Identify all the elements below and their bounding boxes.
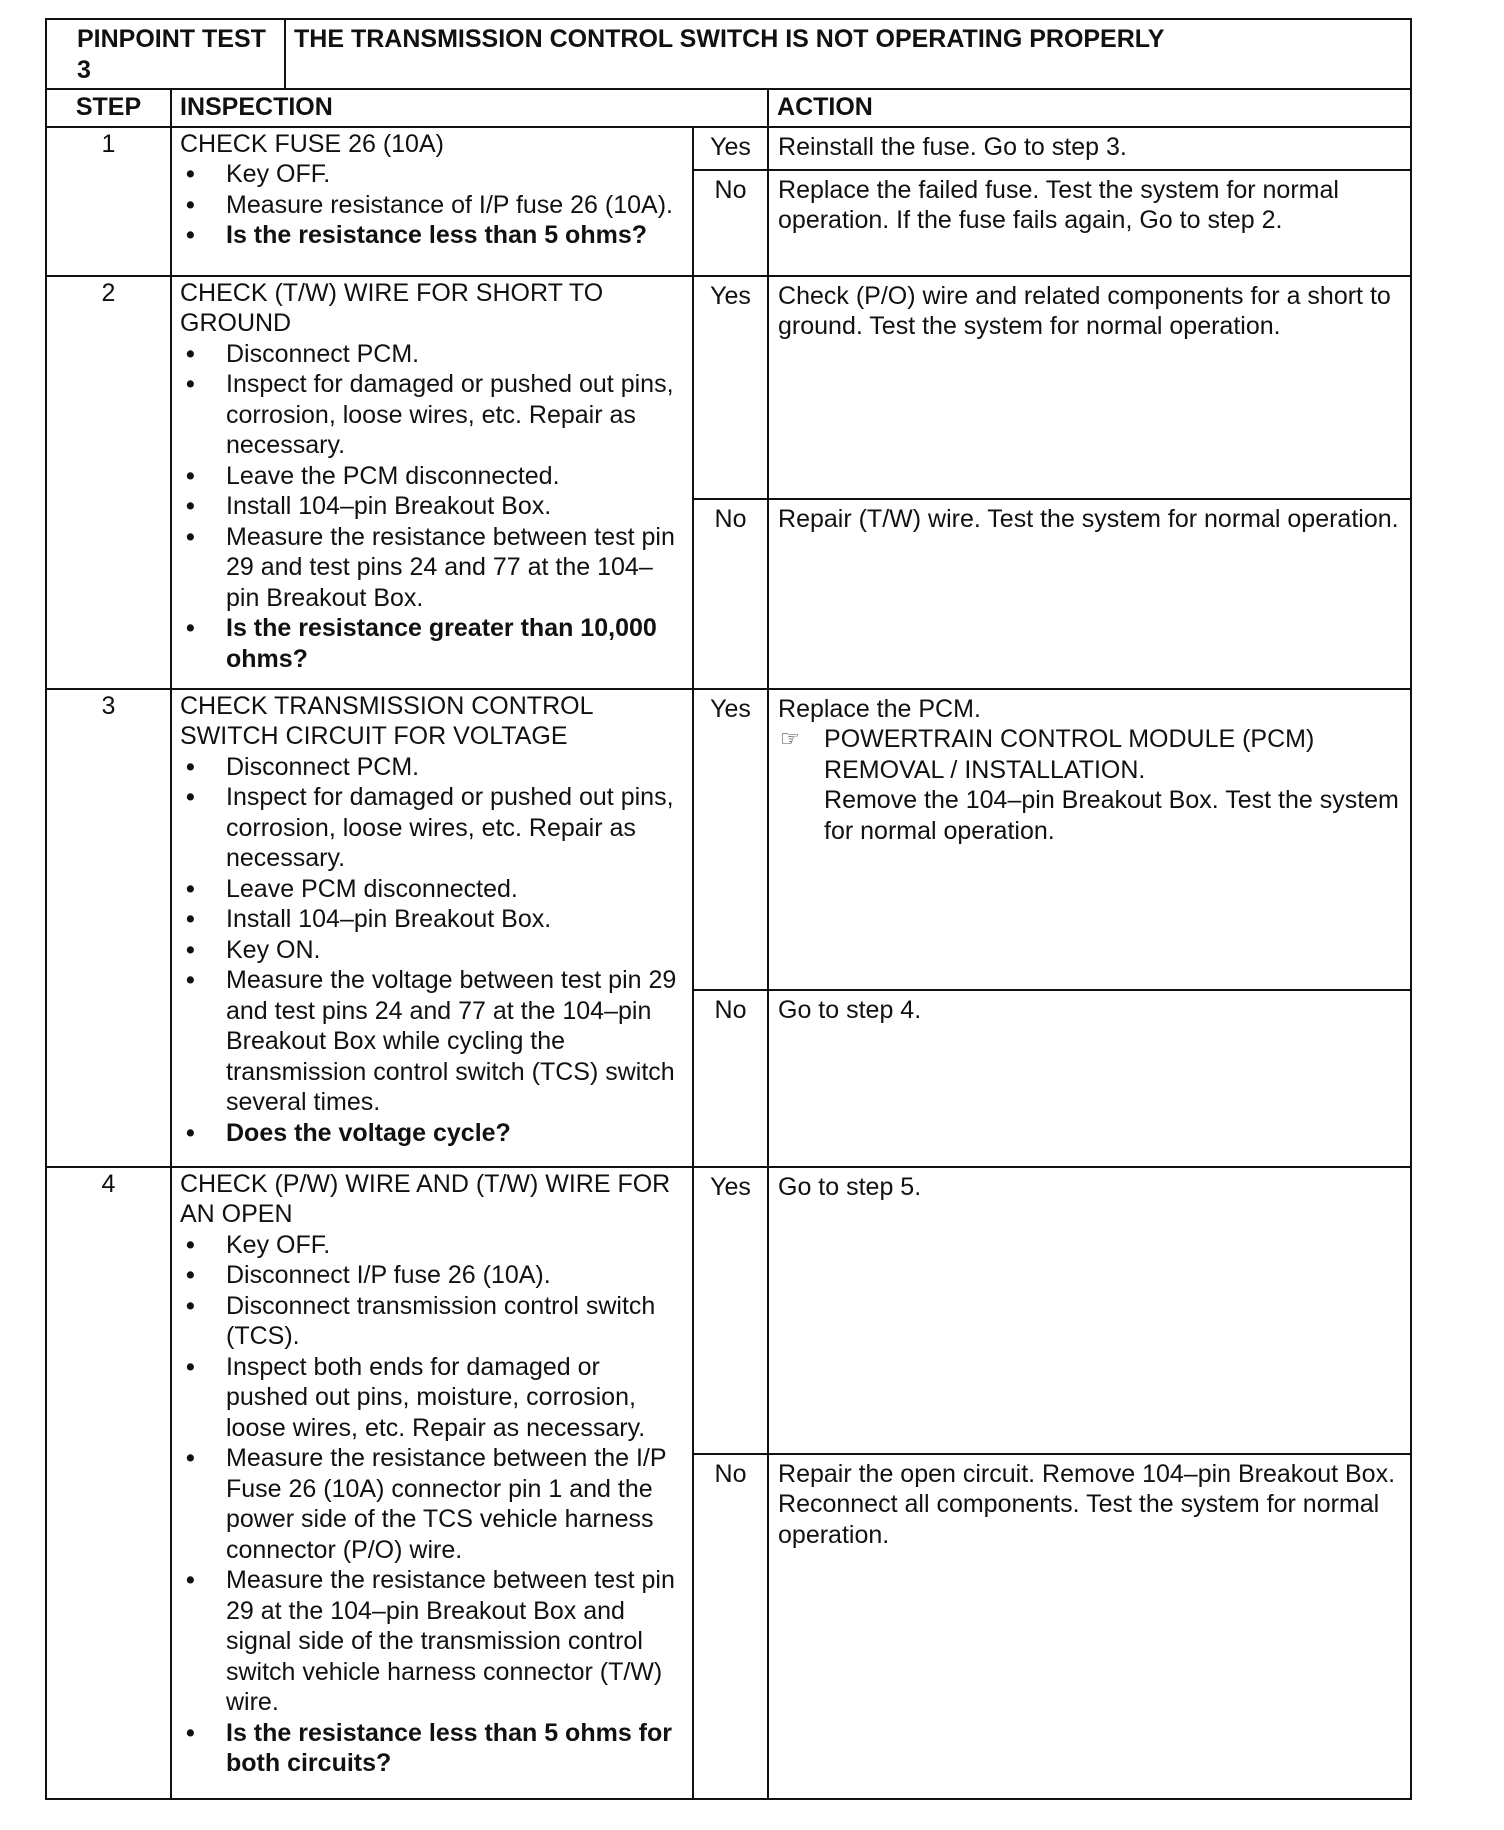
bullet-text: Inspect for damaged or pushed out pins, corrosion, loose wires, etc. Repair as necessary.: [226, 783, 674, 872]
no-label: No: [693, 990, 768, 1167]
bullet-icon: •: [186, 1291, 195, 1320]
bullet-item: [180, 782, 684, 874]
pinpoint-test-sheet: [45, 18, 1410, 1800]
bullet-icon: •: [186, 935, 195, 964]
bullet-item: [180, 1565, 684, 1718]
bullet-item: [180, 159, 684, 190]
yes-label: Yes: [693, 127, 768, 170]
question-item: [180, 220, 684, 251]
bullet-text: Key OFF.: [226, 160, 331, 188]
bullet-text: Disconnect PCM.: [226, 339, 420, 368]
step-2-yes-row: [46, 276, 1411, 499]
no-label: No: [693, 1454, 768, 1799]
bullet-text: Inspect for damaged or pushed out pins, corrosion, loose wires, etc. Repair as necessary.: [226, 370, 674, 459]
step-inspection: [171, 1167, 693, 1799]
yes-label: Yes: [693, 1167, 768, 1454]
bullet-text: Measure the resistance between test pin 29 and test pins 24 and 77 at the 104–pin Breakout Box.: [226, 522, 675, 612]
step-heading: CHECK (P/W) WIRE AND (T/W) WIRE FOR AN OPEN: [180, 1169, 671, 1228]
column-header-row: [46, 89, 1411, 127]
bullet-item: [180, 965, 684, 1118]
no-action: Repair (T/W) wire. Test the system for normal operation.: [768, 499, 1411, 689]
bullet-item: [180, 190, 684, 221]
bullet-icon: •: [186, 1352, 195, 1381]
no-label: No: [693, 499, 768, 689]
bullet-icon: •: [186, 1118, 195, 1147]
bullet-item: [180, 461, 684, 492]
step-heading: CHECK (T/W) WIRE FOR SHORT TO GROUND: [180, 278, 604, 337]
step-4-yes-row: [46, 1167, 1411, 1454]
step-number: 2: [46, 276, 171, 689]
bullet-icon: •: [186, 1230, 195, 1259]
bullet-icon: •: [186, 1718, 195, 1747]
yes-label: Yes: [693, 276, 768, 499]
reference-followup: Remove the 104–pin Breakout Box. Test the system for normal operation.: [824, 786, 1399, 845]
bullet-text: Measure the resistance between test pin 29 at the 104–pin Breakout Box and signal side of the transmission control switch vehicle harness connector (T/W) wire.: [226, 1566, 675, 1716]
reference-link[interactable]: POWERTRAIN CONTROL MODULE (PCM) REMOVAL / INSTALLATION.: [824, 725, 1315, 784]
bullet-item: [180, 522, 684, 614]
bullet-item: [180, 1291, 684, 1352]
step-inspection: [171, 127, 693, 276]
bullet-icon: •: [186, 1261, 195, 1289]
bullet-item: [180, 1352, 684, 1444]
no-action: Repair the open circuit. Remove 104–pin Breakout Box. Reconnect all components. Test the system for normal operation.: [768, 1454, 1411, 1799]
bullet-icon: •: [186, 614, 195, 642]
step-bullets: [180, 1230, 684, 1779]
question-text: Is the resistance less than 5 ohms?: [226, 221, 647, 249]
bullet-text: Measure the resistance between the I/P Fuse 26 (10A) connector pin 1 and the power side of the TCS vehicle harness connector (P/O) wire.: [226, 1444, 667, 1564]
bullet-text: Key OFF.: [226, 1230, 331, 1259]
bullet-text: Leave PCM disconnected.: [226, 874, 518, 903]
pointing-hand-icon: ☞: [780, 726, 800, 751]
bullet-item: [180, 935, 684, 966]
step-heading: CHECK FUSE 26 (10A): [180, 129, 444, 158]
step-inspection: [171, 689, 693, 1167]
step-number: 3: [46, 689, 171, 1167]
step-heading: CHECK TRANSMISSION CONTROL SWITCH CIRCUIT FOR VOLTAGE: [180, 691, 593, 750]
bullet-item: [180, 339, 684, 370]
bullet-text: Measure resistance of I/P fuse 26 (10A).: [226, 190, 673, 219]
bullet-icon: •: [186, 522, 195, 551]
bullet-text: Key ON.: [226, 935, 321, 964]
step-number: 4: [46, 1167, 171, 1799]
bullet-icon: •: [186, 461, 195, 490]
step-3-yes-row: [46, 689, 1411, 990]
bullet-icon: •: [186, 160, 195, 188]
bullet-icon: •: [186, 339, 195, 368]
step-bullets: [180, 752, 684, 1149]
step-inspection: [171, 276, 693, 689]
question-item: [180, 1118, 684, 1149]
bullet-icon: •: [186, 1566, 195, 1594]
bullet-icon: •: [186, 492, 195, 520]
bullet-icon: •: [186, 905, 195, 933]
bullet-text: Disconnect transmission control switch (TCS).: [226, 1291, 656, 1350]
bullet-text: Leave the PCM disconnected.: [226, 461, 560, 490]
yes-action-cell: [768, 689, 1411, 990]
bullet-icon: •: [186, 874, 195, 903]
no-action: Go to step 4.: [768, 990, 1411, 1167]
step-bullets: [180, 159, 684, 251]
yes-action: Check (P/O) wire and related components for a short to ground. Test the system for normal operation.: [768, 276, 1411, 499]
bullet-icon: •: [186, 966, 195, 994]
step-bullets: [180, 339, 684, 675]
step-1-yes-row: [46, 127, 1411, 170]
bullet-icon: •: [186, 752, 195, 781]
bullet-icon: •: [186, 190, 195, 219]
inspection-column-header: INSPECTION: [171, 89, 768, 127]
title-row: [46, 19, 1411, 89]
bullet-item: [180, 1260, 684, 1291]
test-label: PINPOINT TEST 3: [46, 19, 285, 89]
bullet-icon: •: [186, 221, 195, 249]
bullet-item: [180, 369, 684, 461]
bullet-item: [180, 1230, 684, 1261]
bullet-item: [180, 874, 684, 905]
bullet-icon: •: [186, 783, 195, 811]
bullet-item: [180, 1443, 684, 1565]
bullet-text: Install 104–pin Breakout Box.: [226, 492, 552, 520]
bullet-text: Install 104–pin Breakout Box.: [226, 905, 552, 933]
action-column-header: ACTION: [768, 89, 1411, 127]
bullet-text: Inspect both ends for damaged or pushed out pins, moisture, corrosion, loose wires, etc. Repair as necessary.: [226, 1352, 646, 1442]
bullet-icon: •: [186, 1444, 195, 1472]
no-action: Replace the failed fuse. Test the system for normal operation. If the fuse fails again, Go to step 2.: [768, 170, 1411, 276]
reference-block: [778, 724, 1402, 846]
step-column-header: STEP: [46, 89, 171, 127]
pinpoint-test-table: [45, 18, 1412, 1800]
yes-label: Yes: [693, 689, 768, 990]
bullet-text: Disconnect PCM.: [226, 752, 420, 781]
no-label: No: [693, 170, 768, 276]
question-text: Does the voltage cycle?: [226, 1118, 511, 1147]
test-title: THE TRANSMISSION CONTROL SWITCH IS NOT OPERATING PROPERLY: [285, 19, 1411, 89]
question-text: Is the resistance greater than 10,000 ohms?: [226, 614, 657, 673]
yes-action: Go to step 5.: [768, 1167, 1411, 1454]
question-item: [180, 1718, 684, 1779]
bullet-item: [180, 491, 684, 522]
question-item: [180, 613, 684, 674]
yes-action: Replace the PCM.: [778, 694, 981, 723]
question-text: Is the resistance less than 5 ohms for both circuits?: [226, 1718, 672, 1777]
yes-action: Reinstall the fuse. Go to step 3.: [768, 127, 1411, 170]
bullet-item: [180, 752, 684, 783]
bullet-text: Measure the voltage between test pin 29 and test pins 24 and 77 at the 104–pin Breakout Box while cycling the transmission control switch (TCS) switch several times.: [226, 966, 677, 1116]
bullet-item: [180, 904, 684, 935]
bullet-icon: •: [186, 370, 195, 398]
bullet-text: Disconnect I/P fuse 26 (10A).: [226, 1261, 551, 1289]
step-number: 1: [46, 127, 171, 276]
